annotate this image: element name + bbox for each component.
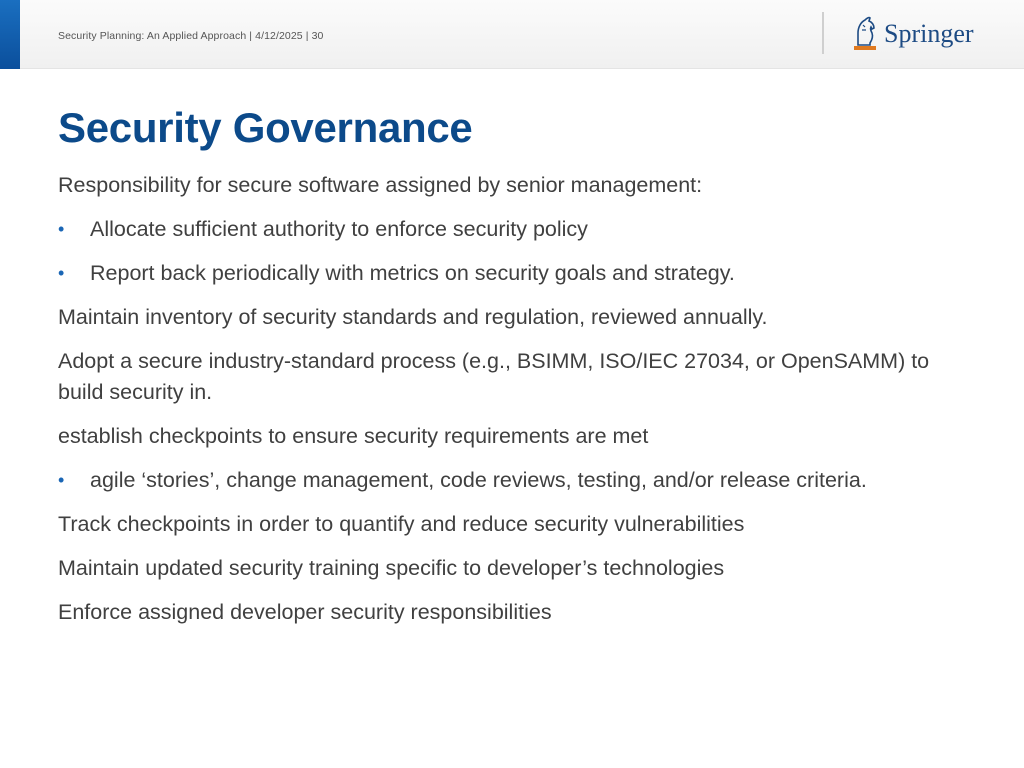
paragraph-item: establish checkpoints to ensure security requirements are met [58,424,649,448]
slide-title: Security Governance [58,104,473,151]
bullet-item [58,214,978,245]
bullet-text: Report back periodically with metrics on security goals and strategy. [90,261,735,285]
bullet-text: agile ‘stories’, change management, code reviews, testing, and/or release criteria. [90,468,867,492]
bullet-marker: • [58,470,65,490]
bullet-item [58,465,978,496]
bullet-marker: • [58,263,65,283]
springer-horse-icon [850,15,880,53]
springer-logo-text: Springer [884,19,974,48]
slide-content [58,170,978,641]
paragraph-item: Enforce assigned developer security responsibilities [58,600,552,624]
bullet-text: Allocate sufficient authority to enforce security policy [90,217,588,241]
paragraph-item: Maintain updated security training specific to developer’s technologies [58,556,725,580]
header-divider [822,12,824,54]
paragraph-item: Track checkpoints in order to quantify and reduce security vulnerabilities [58,512,745,536]
slide-header [0,0,1024,69]
paragraph-item: Responsibility for secure software assigned by senior management: [58,173,703,197]
bullet-item [58,258,978,289]
paragraph-item: Maintain inventory of security standards and regulation, reviewed annually. [58,305,768,329]
springer-logo [850,14,980,54]
bullet-marker: • [58,219,65,239]
paragraph-item: Adopt a secure industry-standard process (e.g., BSIMM, ISO/IEC 27034, or OpenSAMM) to build security in. [58,349,930,404]
header-footer-text: Security Planning: An Applied Approach | 4/12/2025 | 30 [58,30,324,42]
header-accent-bar [0,0,20,69]
